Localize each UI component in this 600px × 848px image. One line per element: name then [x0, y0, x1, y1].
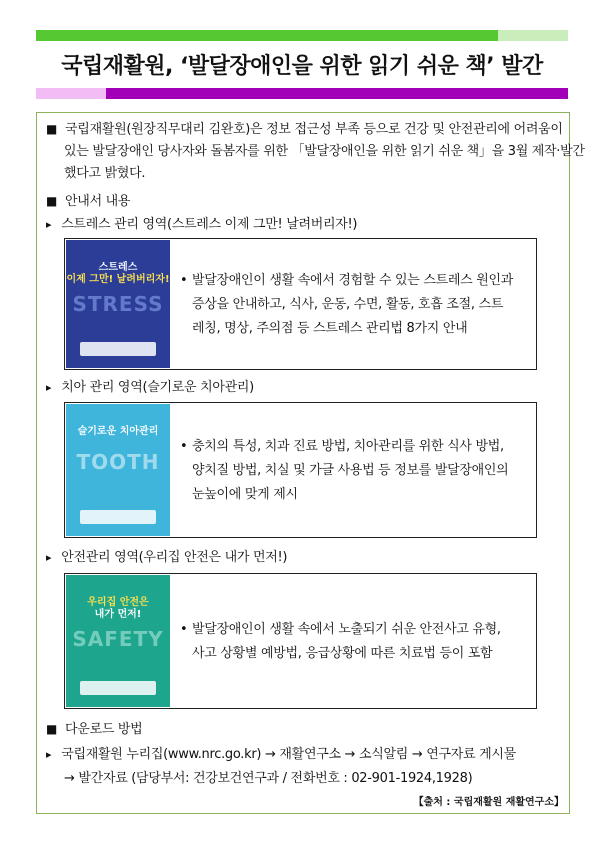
page-title: 국립재활원, ‘발달장애인을 위한 읽기 쉬운 책’ 발간 — [61, 54, 543, 79]
intro-line-1: ■ 국립재활원(원장직무대리 김완호)은 정보 접근성 부족 등으로 건강 및 안전관리에 어려움이 — [46, 118, 563, 137]
section-tooth-box — [64, 402, 537, 538]
download-line-1: ▸ 국립재활원 누리집(www.nrc.go.kr) → 재활연구소 → 소식알림 → 연구자료 게시물 — [46, 743, 516, 762]
stress-description — [180, 269, 524, 341]
section-safety-box — [64, 573, 537, 709]
tooth-desc-line: 눈높이에 맞게 제시 — [192, 487, 298, 502]
cover-logo — [80, 342, 156, 356]
tooth-desc-line: 충치의 특성, 치과 진료 방법, 치아관리를 위한 식사 방법, — [192, 439, 504, 454]
download-line-2: → 발간자료 (담당부서: 건강보건연구과 / 전화번호 : 02-901-1924,1928) — [64, 771, 473, 786]
section-tooth-heading: ▸ 치아 관리 영역(슬기로운 치아관리) — [46, 376, 254, 395]
stress-cover-title-2: 이제 그만! 날려버리자! — [66, 274, 170, 285]
source-credit: 【출처 : 국립재활원 재활연구소】 — [413, 797, 564, 808]
stress-desc-line: 발달장애인이 생활 속에서 경험할 수 있는 스트레스 원인과 — [192, 273, 514, 288]
download-heading: ■ 다운로드 방법 — [46, 718, 142, 737]
bullet: • — [180, 273, 188, 288]
cover-logo — [80, 510, 156, 524]
intro-line-2: 있는 발달장애인 당사자와 돌봄자를 위한 「발달장애인을 위한 읽기 쉬운 책」을 3월 제작·발간 — [64, 144, 585, 159]
bullet: • — [180, 622, 188, 637]
stress-cover-title-1: 스트레스 — [98, 262, 138, 273]
tooth-cover-word: TOOTH — [76, 450, 160, 474]
safety-cover-word: SAFETY — [72, 627, 164, 651]
safety-cover-title-2: 내가 먼저! — [94, 609, 142, 620]
tooth-cover-image — [66, 404, 170, 536]
safety-cover-title-1: 우리집 안전은 — [87, 597, 149, 608]
header-bottom-bar — [36, 88, 568, 99]
tooth-description — [180, 435, 524, 507]
safety-description — [180, 618, 524, 666]
bullet: • — [180, 439, 188, 454]
section-safety-heading: ▸ 안전관리 영역(우리집 안전은 내가 먼저!) — [46, 546, 287, 565]
stress-cover-image — [66, 240, 170, 368]
stress-desc-line: 레칭, 명상, 주의점 등 스트레스 관리법 8가지 안내 — [192, 321, 468, 336]
stress-desc-line: 증상을 안내하고, 식사, 운동, 수면, 활동, 호흡 조절, 스트 — [192, 297, 504, 312]
section-stress-heading: ▸ 스트레스 관리 영역(스트레스 이제 그만! 날려버리자!) — [46, 213, 357, 232]
header-top-bar — [36, 30, 568, 41]
safety-desc-line: 사고 상황별 예방법, 응급상황에 따른 치료법 등이 포함 — [192, 646, 493, 661]
safety-cover-image — [66, 575, 170, 707]
safety-desc-line: 발달장애인이 생활 속에서 노출되기 쉬운 안전사고 유형, — [192, 622, 501, 637]
tooth-desc-line: 양치질 방법, 치실 및 가글 사용법 등 정보를 발달장애인의 — [192, 463, 509, 478]
intro-line-3: 했다고 밝혔다. — [64, 166, 146, 181]
tooth-cover-title-1: 슬기로운 치아관리 — [77, 426, 159, 437]
stress-cover-word: STRESS — [72, 292, 164, 316]
cover-logo — [80, 681, 156, 695]
section-stress-box — [64, 238, 537, 370]
guide-heading: ■ 안내서 내용 — [46, 190, 130, 209]
